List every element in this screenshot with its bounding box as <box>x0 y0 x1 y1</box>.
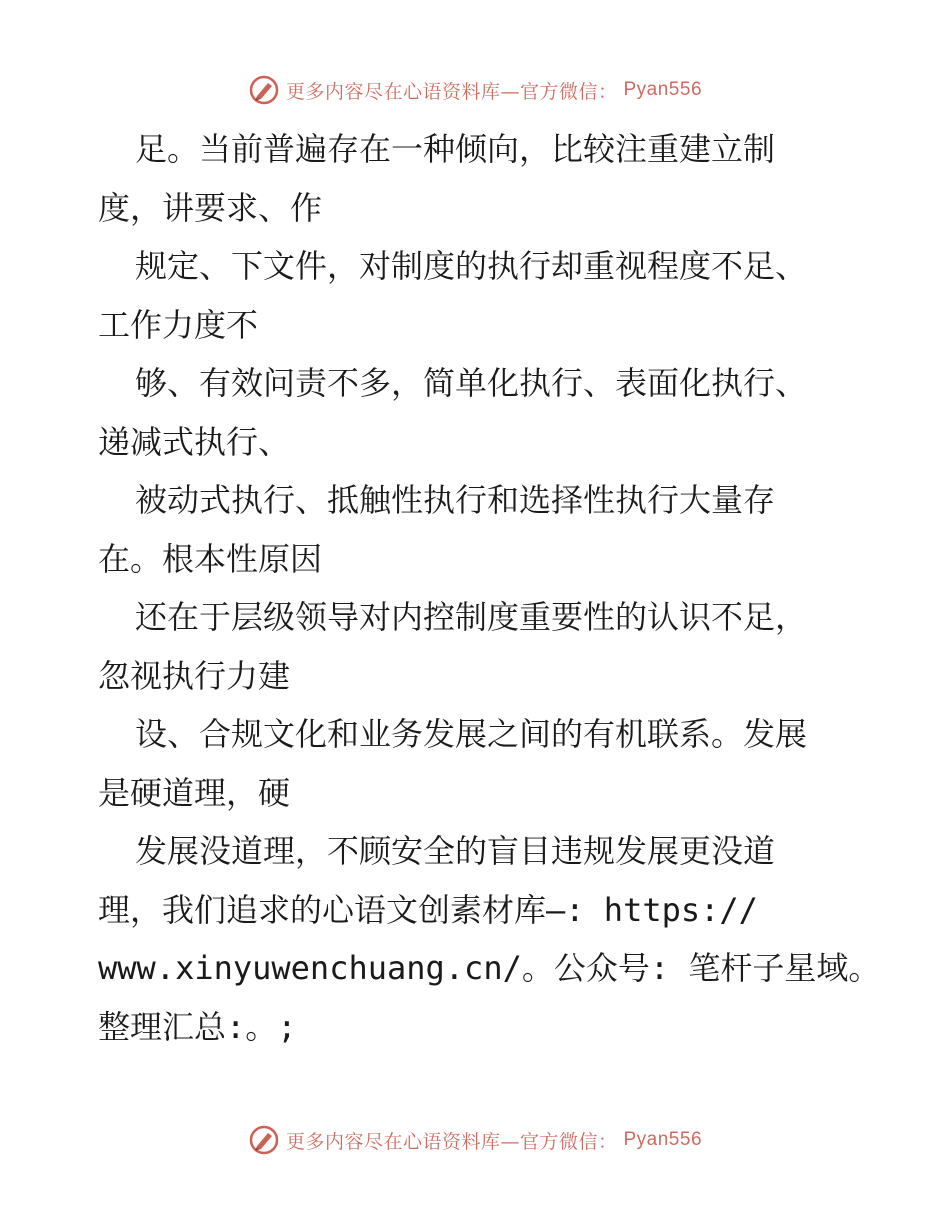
text-line: 理，我们追求的心语文创素材库—: https:// <box>98 890 758 929</box>
text-line: 整理汇总:。; <box>98 1007 297 1046</box>
pen-logo-icon <box>248 74 280 106</box>
header-watermark <box>0 70 950 110</box>
text-line: 被动式执行、抵触性执行和选择性执行大量存 <box>135 481 776 519</box>
watermark-text: 更多内容尽在心语资料库—官方微信： <box>285 1130 618 1153</box>
text-line: 忽视执行力建 <box>98 656 291 695</box>
text-line: 设、合规文化和业务发展之间的有机联系。发展 <box>135 715 808 753</box>
watermark-text: 更多内容尽在心语资料库—官方微信： <box>285 80 618 103</box>
footer-watermark <box>0 1120 950 1160</box>
text-line: 在。根本性原因 <box>98 539 323 578</box>
text-line: 够、有效问责不多，简单化执行、表面化执行、 <box>135 364 808 402</box>
text-line: 递减式执行、 <box>98 422 291 461</box>
text-line: 度，讲要求、作 <box>98 188 323 227</box>
text-line: 工作力度不 <box>98 305 259 344</box>
body-text <box>98 120 881 1056</box>
text-line: 是硬道理，硬 <box>98 773 291 812</box>
text-line: 还在于层级领导对内控制度重要性的认识不足， <box>135 598 808 636</box>
text-line: 发展没道理，不顾安全的盲目违规发展更没道 <box>135 832 776 870</box>
text-line: www.xinyuwenchuang.cn/。公众号: 笔杆子星域。 <box>98 949 881 987</box>
text-line: 规定、下文件，对制度的执行却重视程度不足、 <box>135 247 808 285</box>
watermark-id: Pyan556 <box>623 79 703 100</box>
pen-logo-icon <box>248 1124 280 1156</box>
text-line: 足。当前普遍存在一种倾向，比较注重建立制 <box>135 130 776 168</box>
watermark-id: Pyan556 <box>623 1129 703 1150</box>
